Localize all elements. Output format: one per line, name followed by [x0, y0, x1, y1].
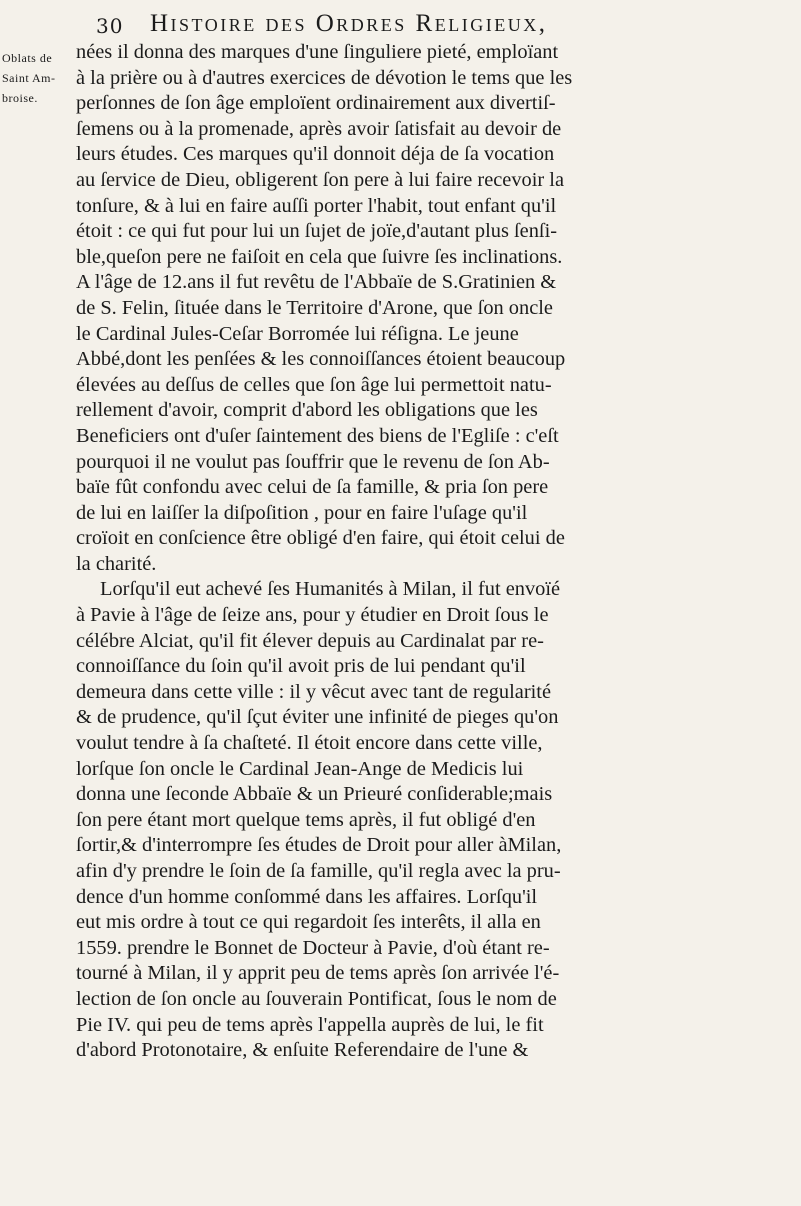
margin-note-line: Oblats de [2, 51, 53, 65]
text-line: croïoit en conſcience être obligé d'en faire, qui étoit celui de [76, 527, 565, 550]
text-line: au ſervice de Dieu, obligerent ſon pere à lui faire recevoir la [76, 168, 565, 191]
running-title: Histoire des Ordres Religieux, [150, 10, 548, 37]
text-line: donna une ſeconde Abbaïe & un Prieuré conſiderable;mais [76, 783, 553, 806]
text-line: ble,queſon pere ne faiſoit en cela que ſuivre ſes inclinations. [76, 245, 563, 268]
text-line: Abbé,dont les penſées & les connoiſſances étoient beaucoup [76, 348, 566, 371]
text-line: étoit : ce qui fut pour lui un ſujet de joïe,d'autant plus ſenſi- [76, 220, 558, 243]
text-line: Beneficiers ont d'uſer ſaintement des biens de l'Egliſe : c'eſt [76, 424, 559, 447]
text-line: célébre Alciat, qu'il fit élever depuis au Cardinalat par re- [76, 629, 544, 652]
text-line: demeura dans cette ville : il y vêcut avec tant de regularité [76, 680, 551, 703]
text-line: de S. Felin, ſituée dans le Territoire d'Arone, que ſon oncle [76, 296, 553, 319]
text-line: afin d'y prendre le ſoin de ſa famille, qu'il regla avec la pru- [76, 860, 561, 882]
margin-note-line: Saint Am- [2, 71, 56, 85]
text-line: à la prière ou à d'autres exercices de dévotion le tems que les [76, 66, 573, 89]
text-line: élevées au deſſus de celles que ſon âge lui permettoit natu- [76, 373, 552, 396]
text-line: 1559. prendre le Bonnet de Docteur à Pavie, d'où étant re- [76, 936, 550, 959]
text-line: nées il donna des marques d'une ſinguliere pieté, emploïant [76, 41, 559, 63]
text-line: perſonnes de ſon âge emploïent ordinairement aux divertiſ- [76, 92, 556, 115]
text-line: rellement d'avoir, comprit d'abord les obligations que les [76, 399, 538, 422]
text-line: à Pavie à l'âge de ſeize ans, pour y étudier en Droit ſous le [76, 604, 549, 627]
text-line: dence d'un homme conſommé dans les affaires. Lorſqu'il [76, 885, 538, 908]
text-line: lection de ſon oncle au ſouverain Pontificat, ſous le nom de [76, 987, 557, 1010]
text-line: ſemens ou à la promenade, après avoir ſatisfait au devoir de [76, 117, 562, 140]
text-line: le Cardinal Jules-Ceſar Borromée lui réſigna. Le jeune [76, 322, 519, 345]
text-line: Pie IV. qui peu de tems après l'appella auprès de lui, le fit [76, 1013, 544, 1036]
text-line: & de prudence, qu'il ſçut éviter une infinité de pieges qu'on [76, 706, 559, 729]
text-line: ſortir,& d'interrompre ſes études de Droit pour aller àMilan, [76, 834, 562, 857]
text-line: tonſure, & à lui en faire auſſi porter l'habit, tout enfant qu'il [76, 194, 557, 217]
paragraph-start-line: Lorſqu'il eut achevé ſes Humanités à Milan, il fut envoïé [100, 578, 561, 601]
text-line: connoiſſance du ſoin qu'il avoit pris de lui pendant qu'il [76, 655, 526, 678]
page-number: 30 [96, 14, 124, 38]
text-line: tourné à Milan, il y apprit peu de tems après ſon arrivée l'é- [76, 962, 560, 985]
text-line: A l'âge de 12.ans il fut revêtu de l'Abbaïe de S.Gratinien & [76, 271, 557, 294]
margin-note-line: broise. [2, 91, 38, 105]
text-line: ſon pere étant mort quelque tems après, il fut obligé d'en [76, 808, 536, 831]
body-text [60, 40, 790, 1064]
text-line: d'abord Protonotaire, & enſuite Referendaire de l'une & [76, 1039, 529, 1062]
text-line: pourquoi il ne voulut pas ſouffrir que le revenu de ſon Ab- [76, 450, 550, 473]
text-line: de lui en laiſſer la diſpoſition , pour en faire l'uſage qu'il [76, 501, 528, 524]
text-line: la charité. [76, 552, 157, 575]
text-line: leurs études. Ces marques qu'il donnoit déja de ſa vocation [76, 143, 555, 166]
text-line: eut mis ordre à tout ce qui regardoit ſes interêts, il alla en [76, 911, 541, 934]
text-line: lorſque ſon oncle le Cardinal Jean-Ange de Medicis lui [76, 757, 524, 780]
text-line: baïe fût confondu avec celui de ſa famille, & pria ſon pere [76, 476, 549, 499]
text-line: voulut tendre à ſa chaſteté. Il étoit encore dans cette ville, [76, 732, 543, 755]
